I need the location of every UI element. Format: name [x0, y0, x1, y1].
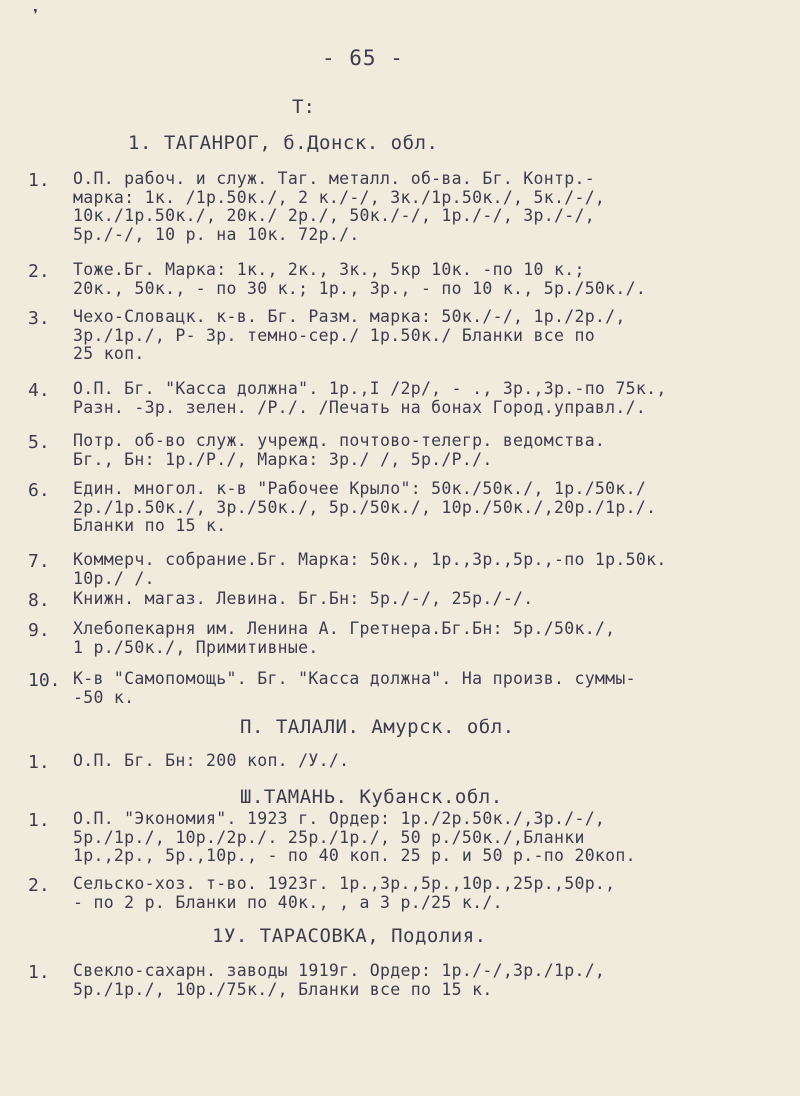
section-title-taganrog: 1. ТАГАНРОГ, б.Донск. обл. — [128, 132, 439, 154]
entry-number: 4. — [28, 380, 50, 401]
entry-text: Свекло-сахарн. заводы 1919г. Ордер: 1р./-/,3р./1р./, 5р./1р./, 10р./75к./, Бланки все по 15 к. — [73, 962, 606, 999]
entry-number: 10. — [28, 670, 61, 691]
entry-number: 1. — [28, 170, 50, 191]
entry-text: Коммерч. собрание.Бг. Марка: 50к., 1р.,3р.,5р.,-по 1р.50к. 10р./ /. — [73, 551, 667, 588]
entry-number: 1. — [28, 810, 50, 831]
entry-text: О.П. Бг. "Касса должна". 1р.,I /2р/, - ., 3р.,3р.-по 75к., Разн. -3р. зелен. /Р./. /Печать на бонах Город.управл./. — [73, 380, 667, 417]
margin-mark: ❜ — [30, 6, 41, 27]
entry-number: 5. — [28, 432, 50, 453]
entry-text: О.П. "Экономия". 1923 г. Ордер: 1р./2р.50к./,3р./-/, 5р./1р./, 10р./2р./. 25р./1р./, 50 р./50к./,Бланки 1р.,2р., 5р.,10р., - по 40 коп. 25 р. и 50 р.-по 20коп. — [73, 810, 636, 865]
entry-number: 2. — [28, 875, 50, 896]
entry-number: 9. — [28, 620, 50, 641]
entry-number: 3. — [28, 308, 50, 329]
section-title-talali: П. ТАЛАЛИ. Амурск. обл. — [240, 716, 515, 738]
entry-text: Сельско-хоз. т-во. 1923г. 1р.,3р.,5р.,10р.,25р.,50р., - по 2 р. Бланки по 40к., , а 3 р./25 к./. — [73, 875, 616, 912]
page-number: - 65 - — [322, 46, 404, 70]
entry-number: 8. — [28, 590, 50, 611]
entry-text: Хлебопекарня им. Ленина А. Гретнера.Бг.Бн: 5р./50к./, 1 р./50к./, Примитивные. — [73, 620, 616, 657]
entry-text: Чехо-Словацк. к-в. Бг. Разм. марка: 50к./-/, 1р./2р./, 3р./1р./, Р- 3р. темно-сер./ 1р.50к./ Бланки все по 25 коп. — [73, 308, 626, 363]
entry-text: Тоже.Бг. Марка: 1к., 2к., 3к., 5кр 10к. -по 10 к.; 20к., 50к., - по 30 к.; 1р., 3р., - по 10 к., 5р./50к./. — [73, 261, 647, 298]
entry-number: 2. — [28, 261, 50, 282]
entry-number: 6. — [28, 480, 50, 501]
entry-text: О.П. Бг. Бн: 200 коп. /У./. — [73, 752, 350, 770]
entry-number: 7. — [28, 551, 50, 572]
section-title-taman: Ш.ТАМАНЬ. Кубанск.обл. — [240, 786, 503, 808]
entry-text: О.П. рабоч. и служ. Таг. металл. об-ва. Бг. Контр.- марка: 1к. /1р.50к./, 2 к./-/, 3к./1р.50к./, 5к./-/, 10к./1р.50к./, 20к./ 2р./, 50к./-/, 1р./-/, 3р./-/, 5р./-/, 10 р. на 10к. 72р./. — [73, 170, 606, 244]
section-letter: Т: — [292, 96, 315, 118]
entry-text: Един. многол. к-в "Рабочее Крыло": 50к./50к./, 1р./50к./ 2р./1р.50к./, 3р./50к./, 5р./50к./, 10р./50к./,20р./1р./. Бланки по 15 к. — [73, 480, 657, 535]
section-title-tarasovka: 1У. ТАРАСОВКА, Подолия. — [212, 925, 487, 947]
entry-text: Книжн. магаз. Левина. Бг.Бн: 5р./-/, 25р./-/. — [73, 590, 534, 608]
entry-number: 1. — [28, 752, 50, 773]
entry-text: К-в "Самопомощь". Бг. "Касса должна". На произв. суммы- -50 к. — [73, 670, 636, 707]
entry-number: 1. — [28, 962, 50, 983]
entry-text: Потр. об-во служ. учрежд. почтово-телегр. ведомства. Бг., Бн: 1р./Р./, Марка: 3р./ /, 5р./Р./. — [73, 432, 606, 469]
